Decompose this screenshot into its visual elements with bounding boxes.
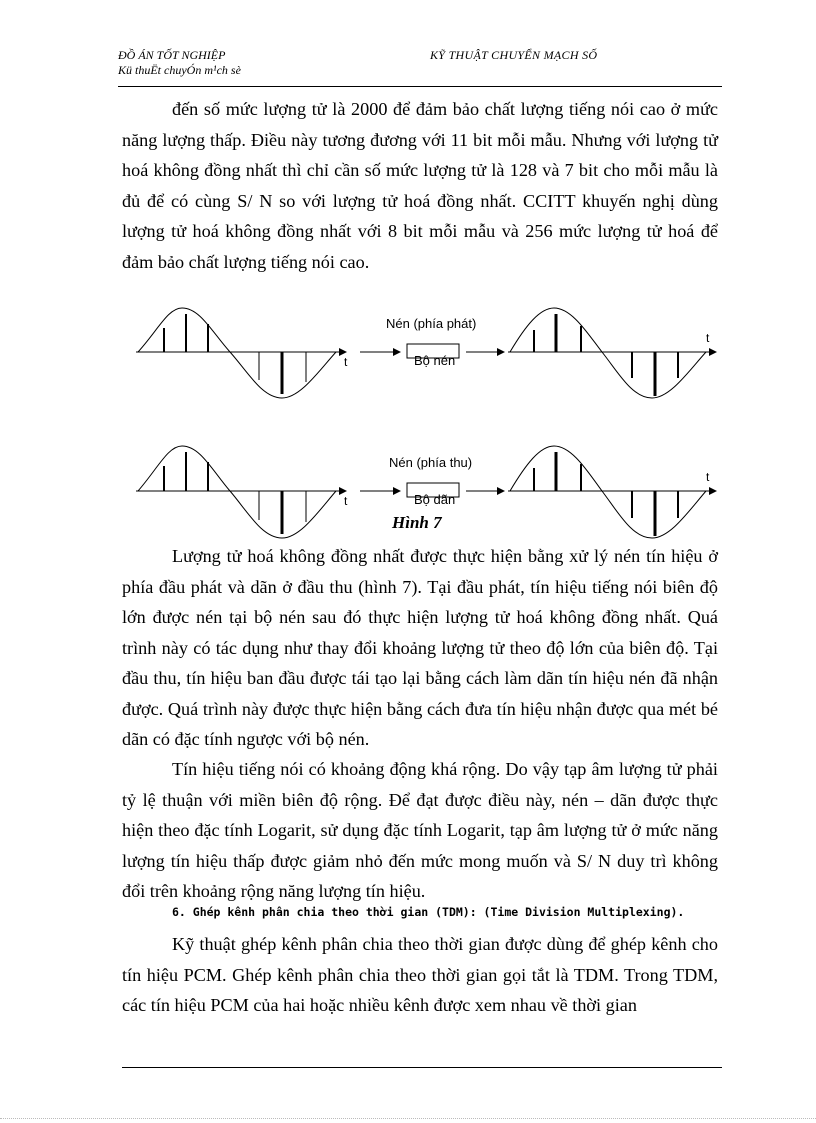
bottom-output-wave [508, 446, 716, 538]
header-right: KỸ THUẬT CHUYỂN MẠCH SỐ [430, 48, 598, 62]
top-row [136, 308, 716, 398]
header-subtitle: Kü thuËt chuyÓn m¹ch sè [118, 63, 241, 77]
page-edge [0, 1118, 816, 1119]
figure-caption: Hình 7 [392, 513, 442, 532]
top-output-wave [508, 308, 716, 398]
top-input-wave [136, 308, 348, 398]
bottom-title: Nén (phía thu) [389, 455, 473, 470]
top-box-label: Bộ nén [414, 353, 456, 368]
paragraph-4 [122, 929, 718, 1021]
bottom-input-wave [136, 446, 348, 538]
figure-compression [0, 0, 816, 540]
section-heading: 6. Ghép kênh phân chia theo thời gian (TDM): (Time Division Multiplexing). [172, 905, 685, 919]
top-output-axis-label: t [706, 331, 710, 345]
bottom-input-axis-label: t [344, 494, 348, 508]
bottom-box-label: Bộ dãn [414, 492, 456, 507]
top-input-axis-label: t [344, 355, 348, 369]
paragraph-2-text: Lượng tử hoá không đồng nhất được thực hiện bằng xử lý nén tín hiệu ở phía đầu phát và dãn ở đầu thu (hình 7). Tại đầu phát, tín hiệu tiếng nói biên độ lớn được nén tại bộ nén sau đó thực hiện lượng tử hoá không đồng nhất. Quá trình này có tác dụng như thay đổi khoảng lượng tử theo độ lớn của biên độ. Tại đầu thu, tín hiệu ban đầu được tái tạo lại bằng cách làm dãn tín hiệu nén đã nhận được. Quá trình này được thực hiện bằng cách đưa tín hiệu nhận được qua mét bé dãn có đặc tính ngược với bộ nén. [122, 546, 718, 749]
paragraph-3 [122, 754, 718, 907]
paragraph-1-text: đến số mức lượng tử là 2000 để đảm bảo chất lượng tiếng nói cao ở mức năng lượng thấp. Điều này tương đương với 11 bit mỗi mẫu. Nhưng với lượng tử hoá không đồng nhất thì chỉ cần số mức lượng tử là 128 và 7 bit cho mỗi mẫu là đủ để có cùng S/ N so với lượng tử hoá đồng nhất. CCITT khuyến nghị dùng lượng tử hoá không đồng nhất với 8 bit mỗi mẫu và 256 mức lượng tử hoá để đảm bảo chất lượng tiếng nói cao. [122, 99, 718, 272]
paragraph-4-text: Kỹ thuật ghép kênh phân chia theo thời gian được dùng để ghép kênh cho tín hiệu PCM. Ghép kênh phân chia theo thời gian gọi tắt là TDM. Trong TDM, các tín hiệu PCM của hai hoặc nhiều kênh được xem nhau về thời gian [122, 934, 718, 1015]
header-title: ĐỒ ÁN TỐT NGHIỆP [118, 48, 226, 62]
footer-divider [122, 1067, 722, 1068]
top-title: Nén (phía phát) [386, 316, 477, 331]
paragraph-2 [122, 541, 718, 755]
bottom-output-axis-label: t [706, 470, 710, 484]
paragraph-3-text: Tín hiệu tiếng nói có khoảng động khá rộng. Do vậy tạp âm lượng tử phải tỷ lệ thuận với miền biên độ rộng. Để đạt được điều này, nén – dãn được thực hiện theo đặc tính Logarit, sử dụng đặc tính Logarit, tạp âm lượng tử ở mức năng lượng tín hiệu thấp được giảm nhỏ đến mức mong muốn và S/ N duy trì không đổi trên khoảng rộng năng lượng tín hiệu. [122, 759, 718, 901]
